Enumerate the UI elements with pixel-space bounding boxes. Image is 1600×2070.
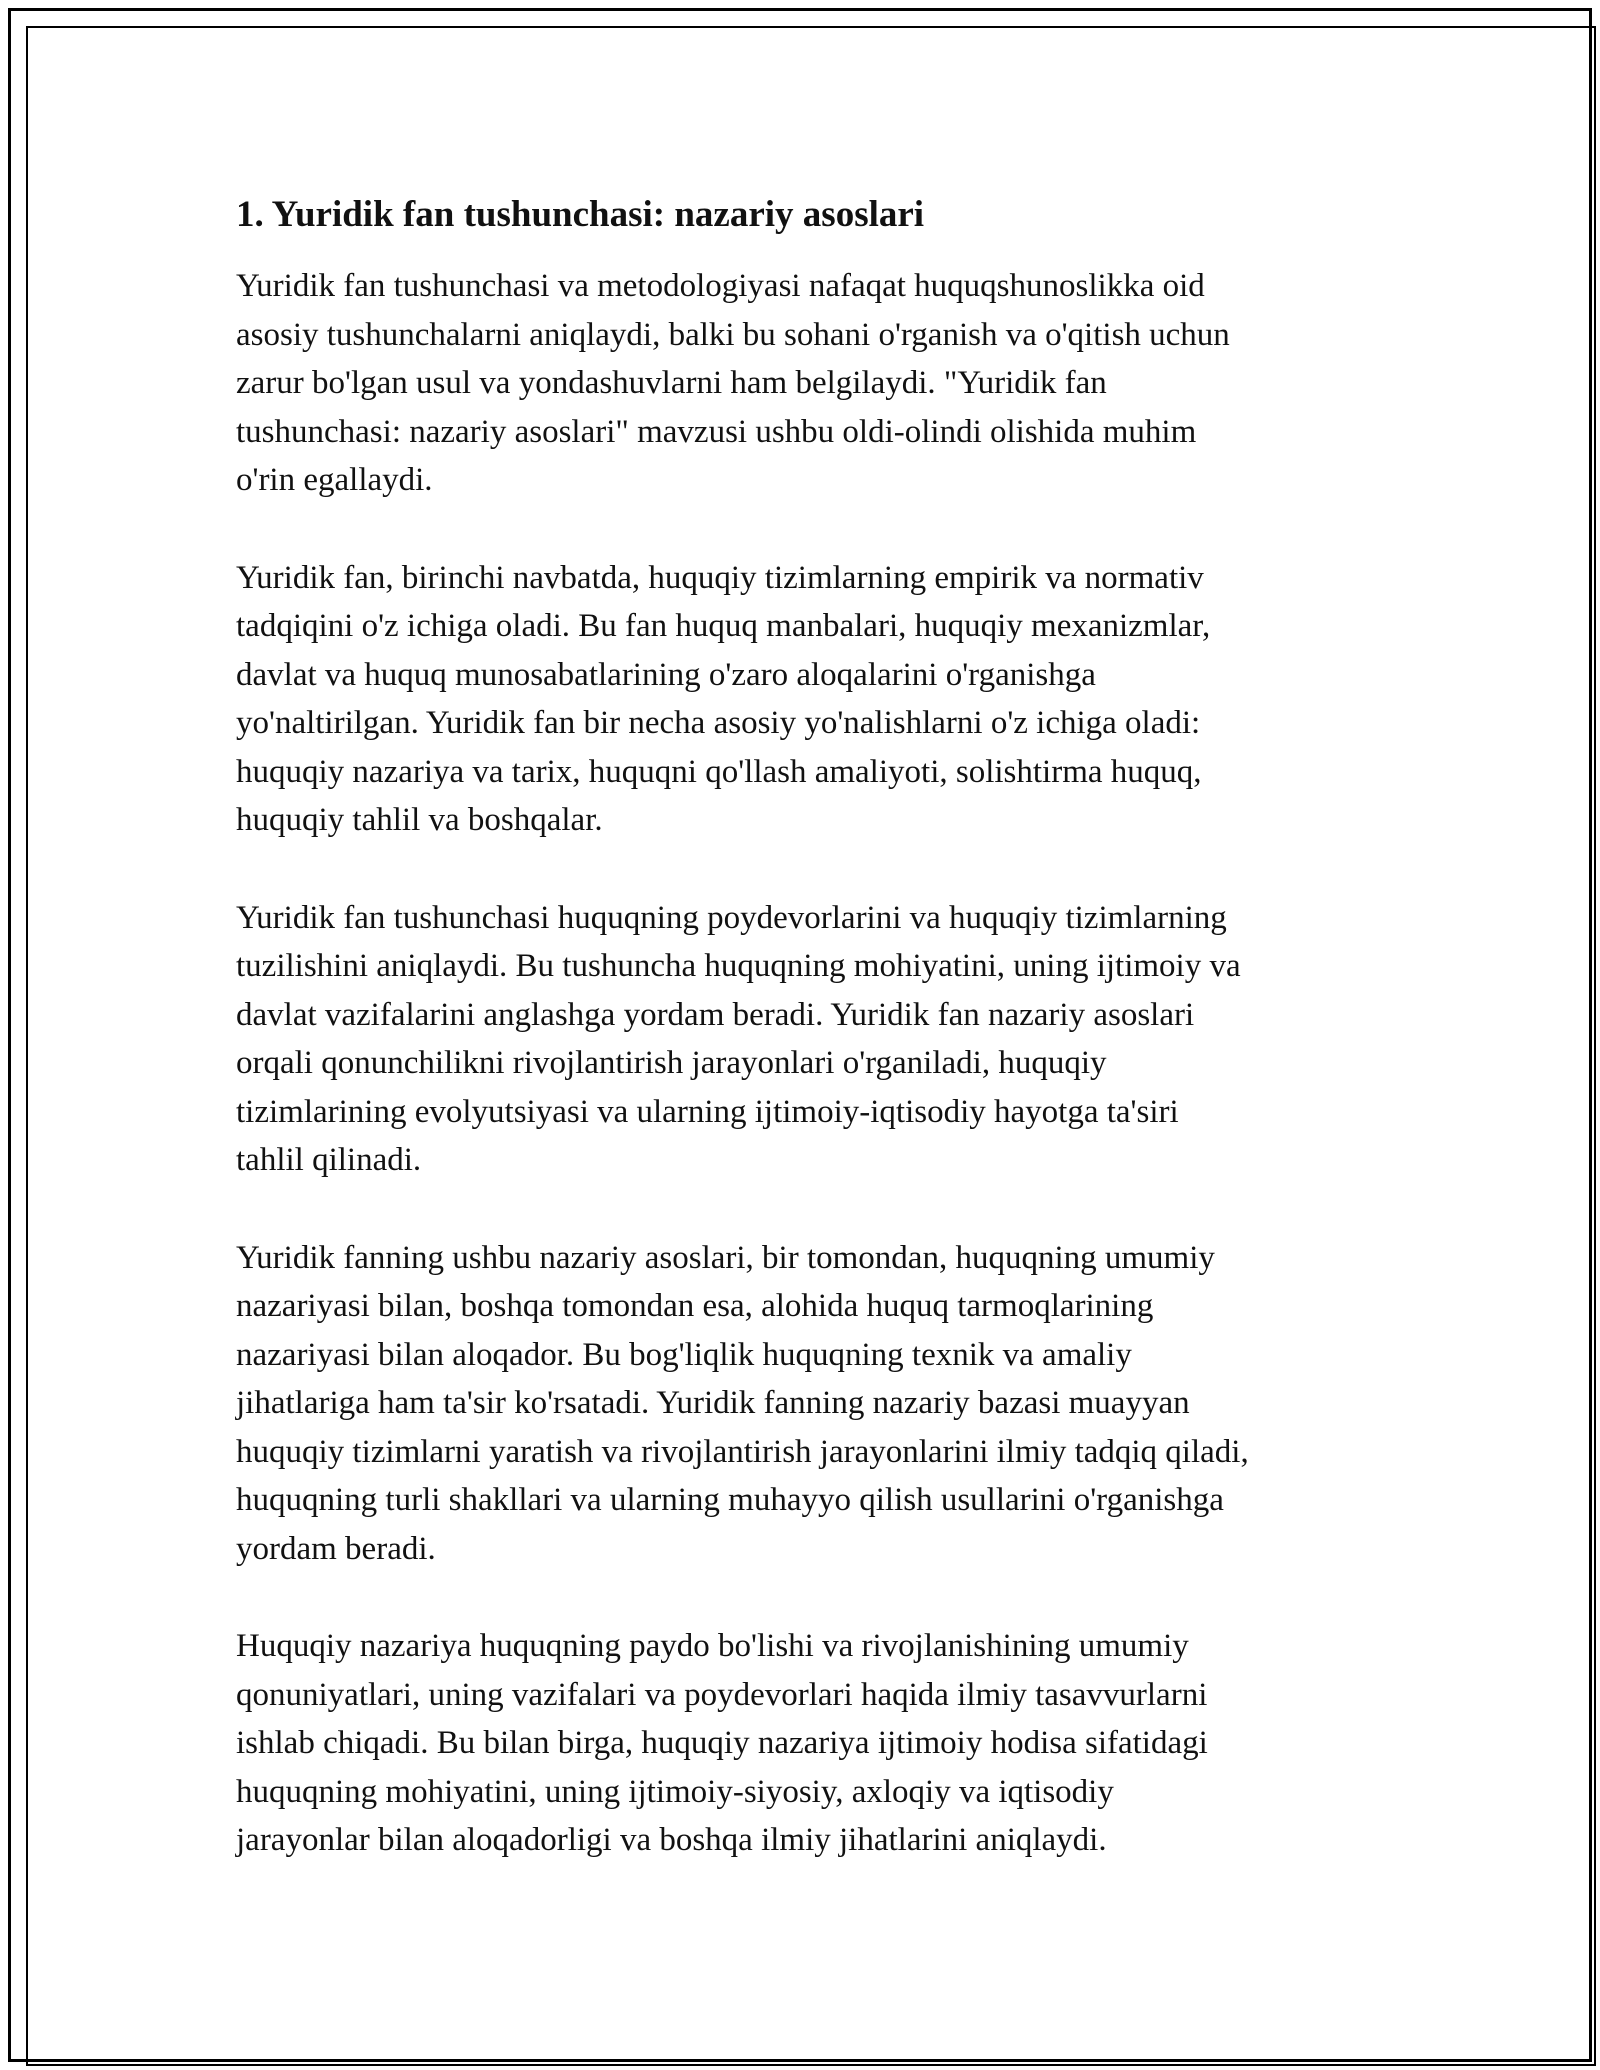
paragraph-line: Huquqiy nazariya huquqning paydo bo'lishi va rivojlanishining umumiy [236,1628,1189,1664]
paragraph-list [236,262,1416,1865]
paragraph-line: Yuridik fan, birinchi navbatda, huquqiy tizimlarning empirik va normativ [236,559,1204,596]
paragraph [236,554,1416,845]
paragraph-line: Yuridik fan tushunchasi va metodologiyasi nafaqat huquqshunoslikka oid [236,268,1205,304]
paragraph-line: tadqiqini o'z ichiga oladi. Bu fan huquq manbalari, huquqiy mexanizmlar, [236,608,1211,644]
paragraph [236,262,1416,505]
section-heading: 1. Yuridik fan tushunchasi: nazariy asoslari [236,194,925,235]
paragraph-line: tushunchasi: nazariy asoslari" mavzusi ushbu oldi-olindi olishida muhim [236,413,1197,450]
paragraph-line: huquqning turli shakllari va ularning muhayyo qilish usullarini o'rganishga [236,1482,1224,1518]
paragraph-line: nazariyasi bilan, boshqa tomondan esa, alohida huquq tarmoqlarining [236,1288,1154,1324]
paragraph-line: tuzilishini aniqlaydi. Bu tushuncha huquqning mohiyatini, uning ijtimoiy va [236,948,1241,984]
paragraph-line: o'rin egallaydi. [236,462,433,498]
paragraph-line: nazariyasi bilan aloqador. Bu bog'liqlik huquqning texnik va amaliy [236,1336,1132,1373]
paragraph-line: huquqiy tahlil va boshqalar. [236,802,603,838]
paragraph-line: davlat va huquq munosabatlarining o'zaro aloqalarini o'rganishga [236,656,1096,693]
paragraph-line: qonuniyatlari, uning vazifalari va poydevorlari haqida ilmiy tasavvurlarni [236,1676,1208,1713]
paragraph [236,894,1416,1185]
paragraph-line: yordam beradi. [236,1530,436,1567]
paragraph [236,1234,1416,1574]
paragraph-line: jihatlariga ham ta'sir ko'rsatadi. Yuridik fanning nazariy bazasi muayyan [236,1385,1190,1421]
paragraph-line: asosiy tushunchalarni aniqlaydi, balki bu sohani o'rganish va o'qitish uchun [236,316,1230,353]
paragraph-line: orqali qonunchilikni rivojlantirish jarayonlari o'rganiladi, huquqiy [236,1045,1107,1081]
paragraph-line: tahlil qilinadi. [236,1142,422,1178]
paragraph-line: jarayonlar bilan aloqadorligi va boshqa ilmiy jihatlarini aniqlaydi. [236,1822,1107,1858]
paragraph-line: ishlab chiqadi. Bu bilan birga, huquqiy nazariya ijtimoiy hodisa sifatidagi [236,1725,1208,1761]
paragraph-line: huquqiy nazariya va tarix, huquqni qo'llash amaliyoti, solishtirma huquq, [236,753,1202,790]
paragraph-line: yo'naltirilgan. Yuridik fan bir necha asosiy yo'nalishlarni o'z ichiga oladi: [236,705,1201,741]
paragraph-line: huquqning mohiyatini, uning ijtimoiy-siyosiy, axloqiy va iqtisodiy [236,1773,1114,1810]
paragraph-line: Yuridik fan tushunchasi huquqning poydevorlarini va huquqiy tizimlarning [236,899,1227,936]
paragraph-line: Yuridik fanning ushbu nazariy asoslari, bir tomondan, huquqning umumiy [236,1239,1215,1276]
paragraph [236,1622,1416,1865]
document-body [236,188,1416,1914]
paragraph-line: zarur bo'lgan usul va yondashuvlarni ham belgilaydi. "Yuridik fan [236,365,1107,401]
paragraph-line: davlat vazifalarini anglashga yordam beradi. Yuridik fan nazariy asoslari [236,996,1195,1033]
paragraph-line: tizimlarining evolyutsiyasi va ularning ijtimoiy-iqtisodiy hayotga ta'siri [236,1093,1179,1130]
paragraph-line: huquqiy tizimlarni yaratish va rivojlantirish jarayonlarini ilmiy tadqiq qiladi, [236,1433,1249,1470]
